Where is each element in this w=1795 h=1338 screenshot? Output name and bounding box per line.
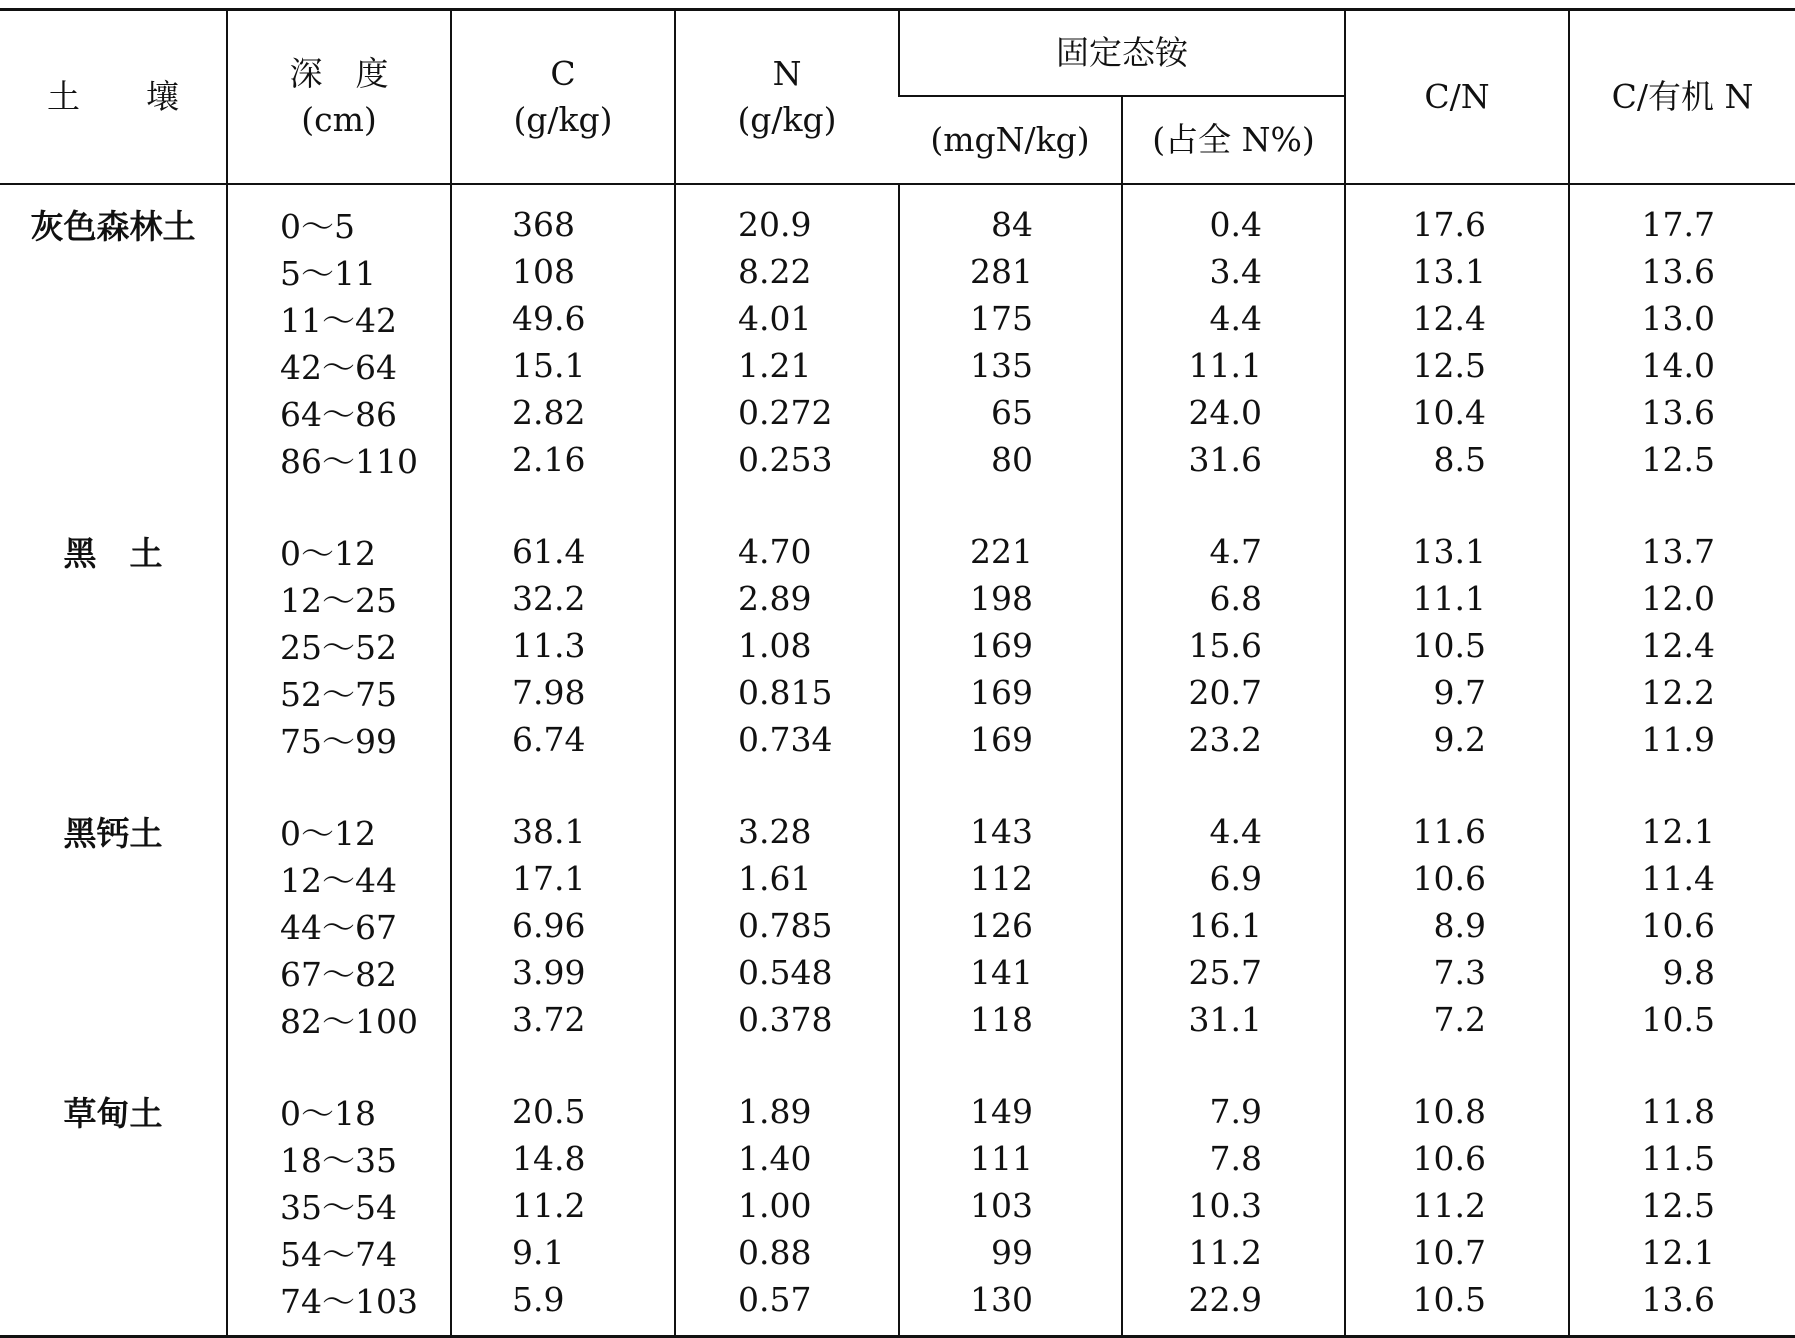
fixed-pct-cell: 4.4	[1122, 763, 1345, 855]
carbon-cell: 368	[451, 184, 675, 248]
carbon-cell: 14.8	[451, 1135, 675, 1182]
carbon-cell: 20.5	[451, 1043, 675, 1135]
fixed-pct-cell: 25.7	[1122, 949, 1345, 996]
nitrogen-cell: 3.28	[675, 763, 899, 855]
soil-type-empty-cell	[0, 1182, 227, 1229]
depth-cell: 0～5	[227, 184, 451, 248]
header-cn-ratio: C/N	[1345, 10, 1569, 185]
cn-ratio-cell: 12.5	[1345, 342, 1569, 389]
nitrogen-cell: 20.9	[675, 184, 899, 248]
cn-ratio-cell: 7.2	[1345, 996, 1569, 1043]
soil-type-cell: 灰色森林土	[30, 207, 196, 246]
depth-cell: 0～12	[227, 763, 451, 855]
header-soil: 土 壤	[0, 10, 227, 185]
c-org-n-cell: 9.8	[1569, 949, 1795, 996]
table-row	[0, 622, 1795, 669]
fixed-pct-cell: 6.8	[1122, 575, 1345, 622]
depth-cell: 5～11	[227, 248, 451, 295]
c-org-n-cell: 11.5	[1569, 1135, 1795, 1182]
fixed-mg-cell: 143	[899, 763, 1122, 855]
carbon-cell: 38.1	[451, 763, 675, 855]
cn-ratio-cell: 12.4	[1345, 295, 1569, 342]
table-row	[0, 436, 1795, 483]
cn-ratio-cell: 9.7	[1345, 669, 1569, 716]
fixed-mg-cell: 141	[899, 949, 1122, 996]
cn-ratio-cell: 17.6	[1345, 184, 1569, 248]
c-org-n-cell: 13.0	[1569, 295, 1795, 342]
depth-cell: 67～82	[227, 949, 451, 996]
depth-cell: 75～99	[227, 716, 451, 763]
fixed-pct-cell: 3.4	[1122, 248, 1345, 295]
carbon-cell: 11.2	[451, 1182, 675, 1229]
table-row	[0, 1135, 1795, 1182]
nitrogen-cell: 2.89	[675, 575, 899, 622]
depth-cell: 0～18	[227, 1043, 451, 1135]
c-org-n-cell: 11.8	[1569, 1043, 1795, 1135]
nitrogen-cell: 1.00	[675, 1182, 899, 1229]
table-row	[0, 248, 1795, 295]
table-row	[0, 763, 1795, 855]
c-org-n-cell: 12.4	[1569, 622, 1795, 669]
carbon-cell: 11.3	[451, 622, 675, 669]
nitrogen-cell: 0.57	[675, 1276, 899, 1337]
soil-type-empty-cell	[0, 1229, 227, 1276]
nitrogen-cell: 1.21	[675, 342, 899, 389]
header-nitrogen-label: N	[772, 54, 802, 93]
soil-nitrogen-table-wrapper	[0, 8, 1795, 1338]
cn-ratio-cell: 10.5	[1345, 622, 1569, 669]
soil-type-empty-cell	[0, 949, 227, 996]
soil-type-empty-cell	[0, 669, 227, 716]
soil-type-empty-cell	[0, 1276, 227, 1337]
fixed-mg-cell: 169	[899, 716, 1122, 763]
fixed-pct-cell: 11.1	[1122, 342, 1345, 389]
table-row	[0, 996, 1795, 1043]
table-row	[0, 184, 1795, 248]
nitrogen-cell: 0.378	[675, 996, 899, 1043]
carbon-cell: 7.98	[451, 669, 675, 716]
fixed-mg-cell: 281	[899, 248, 1122, 295]
carbon-cell: 2.16	[451, 436, 675, 483]
soil-type-cell: 黑 土	[63, 534, 163, 573]
cn-ratio-cell: 10.6	[1345, 855, 1569, 902]
soil-type-empty-cell	[0, 622, 227, 669]
c-org-n-cell: 13.6	[1569, 389, 1795, 436]
soil-type-empty-cell	[0, 575, 227, 622]
carbon-cell: 6.74	[451, 716, 675, 763]
depth-cell: 44～67	[227, 902, 451, 949]
depth-cell: 42～64	[227, 342, 451, 389]
depth-cell: 12～25	[227, 575, 451, 622]
cn-ratio-cell: 10.4	[1345, 389, 1569, 436]
header-carbon-unit: (g/kg)	[513, 100, 613, 139]
carbon-cell: 5.9	[451, 1276, 675, 1337]
carbon-cell: 49.6	[451, 295, 675, 342]
soil-type-empty-cell	[0, 996, 227, 1043]
header-fixed-mg: (mgN/kg)	[899, 96, 1122, 184]
table-row	[0, 902, 1795, 949]
header-depth	[227, 10, 451, 185]
fixed-mg-cell: 175	[899, 295, 1122, 342]
soil-type-empty-cell	[0, 1135, 227, 1182]
table-row	[0, 1182, 1795, 1229]
fixed-mg-cell: 112	[899, 855, 1122, 902]
nitrogen-cell: 0.548	[675, 949, 899, 996]
cn-ratio-cell: 10.8	[1345, 1043, 1569, 1135]
c-org-n-cell: 12.1	[1569, 763, 1795, 855]
header-nitrogen	[675, 10, 899, 185]
table-row	[0, 669, 1795, 716]
table-row	[0, 389, 1795, 436]
cn-ratio-cell: 9.2	[1345, 716, 1569, 763]
header-fixed-ammonium: 固定态铵	[899, 10, 1345, 97]
nitrogen-cell: 0.88	[675, 1229, 899, 1276]
header-carbon	[451, 10, 675, 185]
cn-ratio-cell: 10.5	[1345, 1276, 1569, 1337]
fixed-mg-cell: 111	[899, 1135, 1122, 1182]
soil-type-empty-cell	[0, 902, 227, 949]
soil-nitrogen-table	[0, 8, 1795, 1338]
soil-type-empty-cell	[0, 248, 227, 295]
nitrogen-cell: 4.01	[675, 295, 899, 342]
carbon-cell: 15.1	[451, 342, 675, 389]
c-org-n-cell: 11.4	[1569, 855, 1795, 902]
c-org-n-cell: 10.6	[1569, 902, 1795, 949]
depth-cell: 64～86	[227, 389, 451, 436]
header-nitrogen-unit: (g/kg)	[737, 100, 837, 139]
nitrogen-cell: 0.815	[675, 669, 899, 716]
c-org-n-cell: 13.7	[1569, 483, 1795, 575]
soil-type-empty-cell	[0, 342, 227, 389]
table-row	[0, 1043, 1795, 1135]
nitrogen-cell: 0.272	[675, 389, 899, 436]
carbon-cell: 2.82	[451, 389, 675, 436]
header-depth-unit: (cm)	[301, 100, 377, 139]
soil-type-empty-cell	[0, 855, 227, 902]
cn-ratio-cell: 13.1	[1345, 248, 1569, 295]
depth-cell: 25～52	[227, 622, 451, 669]
soil-type-empty-cell	[0, 436, 227, 483]
c-org-n-cell: 14.0	[1569, 342, 1795, 389]
table-row	[0, 1229, 1795, 1276]
c-org-n-cell: 12.5	[1569, 436, 1795, 483]
nitrogen-cell: 0.734	[675, 716, 899, 763]
fixed-pct-cell: 4.7	[1122, 483, 1345, 575]
fixed-pct-cell: 4.4	[1122, 295, 1345, 342]
fixed-mg-cell: 135	[899, 342, 1122, 389]
depth-cell: 82～100	[227, 996, 451, 1043]
cn-ratio-cell: 8.5	[1345, 436, 1569, 483]
fixed-pct-cell: 31.1	[1122, 996, 1345, 1043]
c-org-n-cell: 12.2	[1569, 669, 1795, 716]
soil-type-cell: 草甸土	[63, 1094, 163, 1133]
fixed-mg-cell: 99	[899, 1229, 1122, 1276]
fixed-pct-cell: 15.6	[1122, 622, 1345, 669]
table-row	[0, 483, 1795, 575]
cn-ratio-cell: 11.1	[1345, 575, 1569, 622]
cn-ratio-cell: 11.2	[1345, 1182, 1569, 1229]
header-c-org-n-ratio: C/有机 N	[1569, 10, 1795, 185]
table-row	[0, 295, 1795, 342]
carbon-cell: 32.2	[451, 575, 675, 622]
soil-type-empty-cell	[0, 295, 227, 342]
fixed-pct-cell: 22.9	[1122, 1276, 1345, 1337]
table-body	[0, 184, 1795, 1337]
c-org-n-cell: 12.0	[1569, 575, 1795, 622]
fixed-mg-cell: 80	[899, 436, 1122, 483]
table-row	[0, 342, 1795, 389]
depth-cell: 35～54	[227, 1182, 451, 1229]
depth-cell: 11～42	[227, 295, 451, 342]
fixed-mg-cell: 149	[899, 1043, 1122, 1135]
c-org-n-cell: 13.6	[1569, 248, 1795, 295]
fixed-pct-cell: 7.9	[1122, 1043, 1345, 1135]
nitrogen-cell: 1.89	[675, 1043, 899, 1135]
fixed-pct-cell: 24.0	[1122, 389, 1345, 436]
soil-type-empty-cell	[0, 716, 227, 763]
c-org-n-cell: 10.5	[1569, 996, 1795, 1043]
fixed-mg-cell: 118	[899, 996, 1122, 1043]
nitrogen-cell: 1.61	[675, 855, 899, 902]
fixed-mg-cell: 221	[899, 483, 1122, 575]
carbon-cell: 61.4	[451, 483, 675, 575]
nitrogen-cell: 0.785	[675, 902, 899, 949]
nitrogen-cell: 1.08	[675, 622, 899, 669]
table-row	[0, 575, 1795, 622]
c-org-n-cell: 11.9	[1569, 716, 1795, 763]
c-org-n-cell: 17.7	[1569, 184, 1795, 248]
header-fixed-pct: (占全 N%)	[1122, 96, 1345, 184]
fixed-mg-cell: 169	[899, 669, 1122, 716]
soil-type-cell: 黑钙土	[63, 814, 163, 853]
carbon-cell: 6.96	[451, 902, 675, 949]
fixed-pct-cell: 0.4	[1122, 184, 1345, 248]
fixed-mg-cell: 169	[899, 622, 1122, 669]
carbon-cell: 3.99	[451, 949, 675, 996]
table-row	[0, 855, 1795, 902]
depth-cell: 0～12	[227, 483, 451, 575]
c-org-n-cell: 12.5	[1569, 1182, 1795, 1229]
fixed-mg-cell: 126	[899, 902, 1122, 949]
cn-ratio-cell: 7.3	[1345, 949, 1569, 996]
nitrogen-cell: 1.40	[675, 1135, 899, 1182]
depth-cell: 86～110	[227, 436, 451, 483]
fixed-pct-cell: 7.8	[1122, 1135, 1345, 1182]
header-carbon-label: C	[550, 54, 576, 93]
nitrogen-cell: 4.70	[675, 483, 899, 575]
fixed-pct-cell: 20.7	[1122, 669, 1345, 716]
depth-cell: 74～103	[227, 1276, 451, 1337]
fixed-mg-cell: 103	[899, 1182, 1122, 1229]
c-org-n-cell: 12.1	[1569, 1229, 1795, 1276]
cn-ratio-cell: 8.9	[1345, 902, 1569, 949]
depth-cell: 52～75	[227, 669, 451, 716]
carbon-cell: 17.1	[451, 855, 675, 902]
table-row	[0, 716, 1795, 763]
fixed-pct-cell: 16.1	[1122, 902, 1345, 949]
soil-type-empty-cell	[0, 389, 227, 436]
depth-cell: 12～44	[227, 855, 451, 902]
nitrogen-cell: 0.253	[675, 436, 899, 483]
header-depth-label: 深 度	[289, 54, 389, 93]
nitrogen-cell: 8.22	[675, 248, 899, 295]
fixed-mg-cell: 84	[899, 184, 1122, 248]
c-org-n-cell: 13.6	[1569, 1276, 1795, 1337]
table-row	[0, 949, 1795, 996]
fixed-pct-cell: 10.3	[1122, 1182, 1345, 1229]
fixed-mg-cell: 198	[899, 575, 1122, 622]
table-header	[0, 10, 1795, 185]
fixed-pct-cell: 6.9	[1122, 855, 1345, 902]
table-row	[0, 1276, 1795, 1337]
cn-ratio-cell: 10.7	[1345, 1229, 1569, 1276]
depth-cell: 18～35	[227, 1135, 451, 1182]
carbon-cell: 3.72	[451, 996, 675, 1043]
carbon-cell: 108	[451, 248, 675, 295]
depth-cell: 54～74	[227, 1229, 451, 1276]
fixed-pct-cell: 11.2	[1122, 1229, 1345, 1276]
cn-ratio-cell: 10.6	[1345, 1135, 1569, 1182]
fixed-pct-cell: 31.6	[1122, 436, 1345, 483]
fixed-mg-cell: 65	[899, 389, 1122, 436]
fixed-mg-cell: 130	[899, 1276, 1122, 1337]
cn-ratio-cell: 13.1	[1345, 483, 1569, 575]
cn-ratio-cell: 11.6	[1345, 763, 1569, 855]
fixed-pct-cell: 23.2	[1122, 716, 1345, 763]
carbon-cell: 9.1	[451, 1229, 675, 1276]
